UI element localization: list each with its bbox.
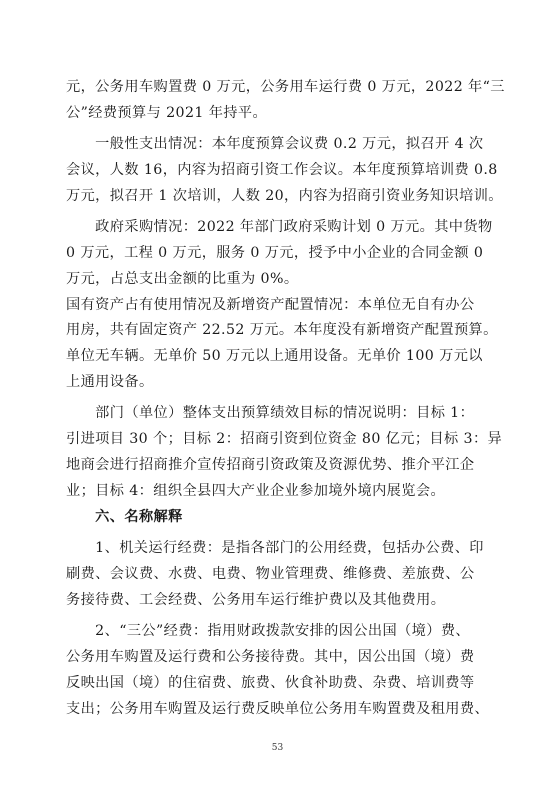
text-line: 业；目标 4：组织全县四大产业企业参加境外境内展览会。 — [66, 483, 446, 499]
text-line: 单位无车辆。无单价 50 万元以上通用设备。无单价 100 万元以 — [66, 348, 483, 364]
text-line: 元，公务用车购置费 0 万元，公务用车运行费 0 万元，2022 年“三 — [66, 79, 505, 95]
text-line: 刷费、会议费、水费、电费、物业管理费、维修费、差旅费、公 — [66, 566, 475, 582]
text-line: 国有资产占有使用情况及新增资产配置情况：本单位无自有办公 — [66, 297, 475, 313]
section-heading: 六、名称解释 — [66, 509, 183, 525]
text-line: 政府采购情况：2022 年部门政府采购计划 0 万元。其中货物 — [66, 219, 493, 235]
text-line: 反映出国（境）的住宿费、旅费、伙食补助费、杂费、培训费等 — [66, 675, 475, 691]
text-line: 用房，共有固定资产 22.52 万元。本年度没有新增资产配置预算。 — [66, 322, 498, 338]
text-line: 支出；公务用车购置及运行费反映单位公务用车购置费及租用费、 — [66, 701, 490, 717]
text-line: 部门（单位）整体支出预算绩效目标的情况说明：目标 1： — [66, 405, 475, 421]
text-line: 万元，占总支出金额的比重为 0%。 — [66, 271, 299, 287]
text-line: 万元，拟召开 1 次培训，人数 20，内容为招商引资业务知识培训。 — [66, 188, 503, 204]
text-line: 1、机关运行经费：是指各部门的公用经费，包括办公费、印 — [66, 540, 484, 556]
text-line: 公”经费预算与 2021 年持平。 — [66, 105, 268, 121]
text-line: 会议，人数 16，内容为招商引资工作会议。本年度预算培训费 0.8 — [66, 162, 498, 178]
text-line: 0 万元，工程 0 万元，服务 0 万元，授予中小企业的合同金额 0 — [66, 245, 484, 261]
text-line: 公务用车购置及运行费和公务接待费。其中，因公出国（境）费 — [66, 649, 475, 665]
text-line: 一般性支出情况：本年度预算会议费 0.2 万元，拟召开 4 次 — [66, 136, 484, 152]
text-line: 地商会进行招商推介宣传招商引资政策及资源优势、推介平江企 — [66, 457, 475, 473]
text-line: 上通用设备。 — [66, 374, 154, 390]
text-line: 引进项目 30 个；目标 2：招商引资到位资金 80 亿元；目标 3：异 — [66, 431, 503, 447]
page-number: 53 — [271, 743, 284, 753]
text-line: 务接待费、工会经费、公务用车运行维护费以及其他费用。 — [66, 592, 446, 608]
text-line: 2、“三公”经费：指用财政拨款安排的因公出国（境）费、 — [66, 623, 471, 639]
